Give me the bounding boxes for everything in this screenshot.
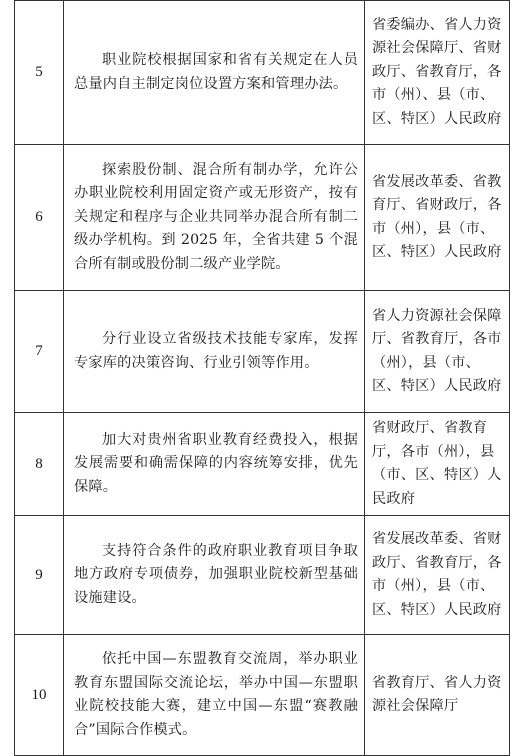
table-row: [15, 635, 510, 756]
measure-cell: [64, 145, 365, 291]
table-row: [15, 1, 510, 145]
table-row: [15, 516, 510, 635]
measure-cell: [64, 635, 365, 756]
task-table-container: [14, 0, 510, 756]
table-row: [15, 145, 510, 291]
table-row: [15, 291, 510, 413]
row-number: 5: [15, 1, 64, 145]
measure-cell: [64, 516, 365, 635]
measure-text: 分行业设立省级技术技能专家库，发挥专家库的决策咨询、行业引领等作用。: [74, 331, 358, 371]
table-row: [15, 413, 510, 516]
department-cell: 省发展改革委、省财政厅、省教育厅，各市（州），县（市、区、特区）人民政府: [365, 516, 510, 635]
row-number: 8: [15, 413, 64, 516]
measure-cell: [64, 1, 365, 145]
measure-text: 探索股份制、混合所有制办学，允许公办职业院校利用固定资产或无形资产，按有关规定和程序与企业共同举办混合所有制二级办学机构。到 2025 年，全省共建 5 个混合所有制或股份制二级产业学院。: [74, 161, 358, 272]
department-cell: 省财政厅、省教育厅，各市（州），县（市、区、特区）人民政府: [365, 413, 510, 516]
measure-text: 依托中国—东盟教育交流周，举办职业教育东盟国际交流论坛，举办中国—东盟职业院校技能大赛，建立中国—东盟“赛教融合”国际合作模式。: [74, 651, 358, 738]
measure-text: 职业院校根据国家和省有关规定在人员总量内自主制定岗位设置方案和管理办法。: [74, 52, 358, 92]
department-cell: 省人力资源社会保障厅、省教育厅，各市（州），县（市、区、特区）人民政府: [365, 291, 510, 413]
row-number: 7: [15, 291, 64, 413]
department-cell: 省委编办、省人力资源社会保障厅、省财政厅、省教育厅，各市（州）、县（市、区、特区）人民政府: [365, 1, 510, 145]
measure-cell: [64, 291, 365, 413]
measure-text: 支持符合条件的政府职业教育项目争取地方政府专项债券，加强职业院校新型基础设施建设。: [74, 542, 358, 606]
row-number: 10: [15, 635, 64, 756]
department-cell: 省发展改革委、省教育厅、省财政厅，各市（州），县（市、区、特区）人民政府: [365, 145, 510, 291]
row-number: 6: [15, 145, 64, 291]
measure-cell: [64, 413, 365, 516]
department-cell: 省教育厅、省人力资源社会保障厅: [365, 635, 510, 756]
task-table: [14, 0, 510, 756]
row-number: 9: [15, 516, 64, 635]
measure-text: 加大对贵州省职业教育经费投入，根据发展需要和确需保障的内容统筹安排，优先保障。: [74, 431, 358, 495]
